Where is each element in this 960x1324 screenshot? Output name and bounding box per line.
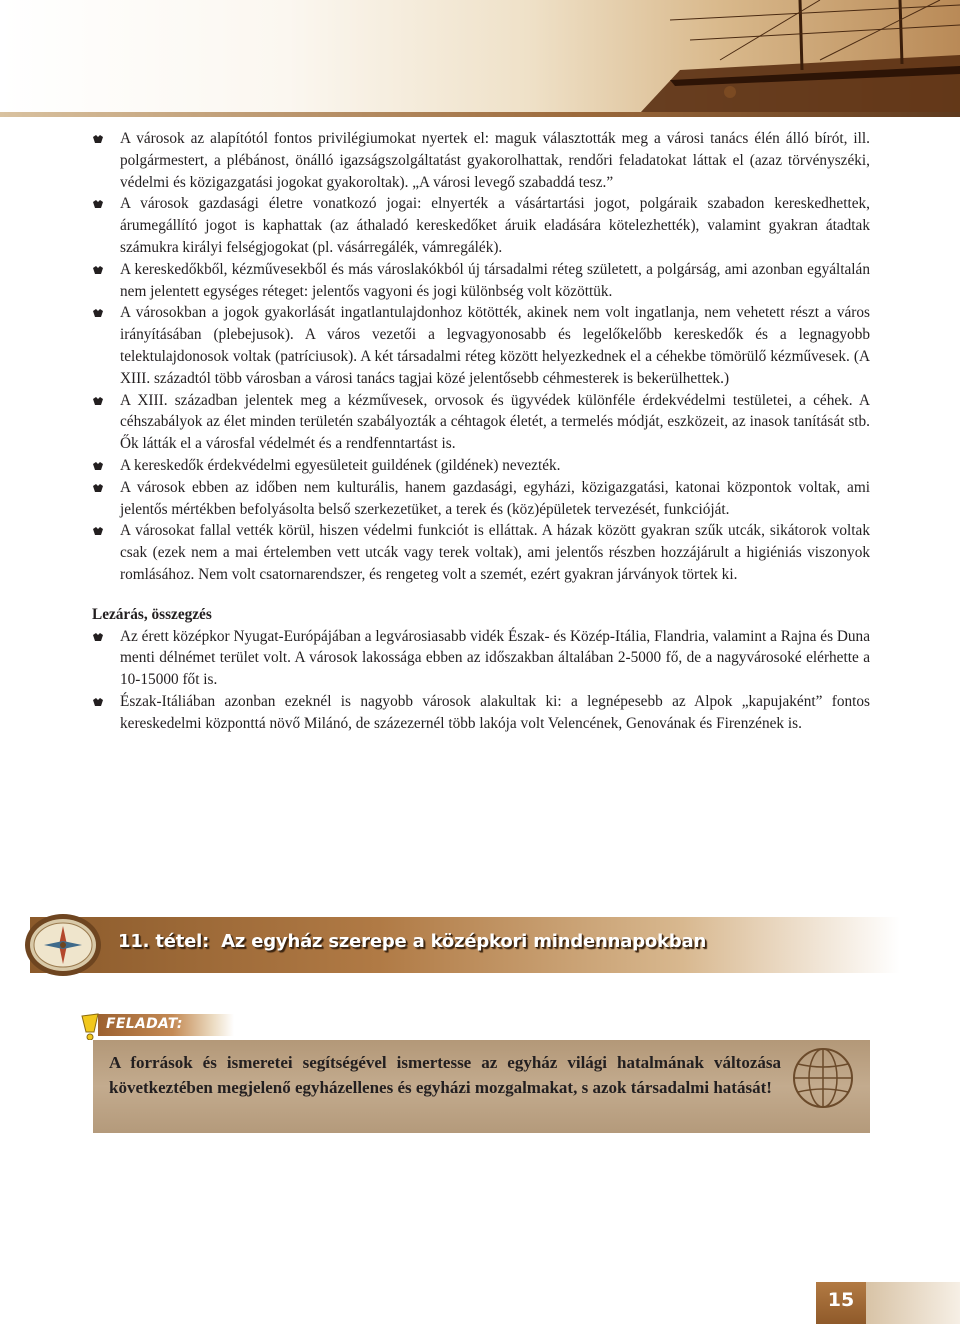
compass-icon (22, 912, 104, 978)
leaf-bullet-icon (92, 632, 104, 642)
list-item (92, 626, 870, 691)
paragraph-text: A városokban a jogok gyakorlását ingatlantulajdonhoz kötötték, akinek nem volt ingatlanja, nem vehetett részt a város irányításában (plebejusok). A város vezetői a legvagyonosabb és legelőkelőbb kereskedők és a legnagyobb telektulajdonosok voltak (patríciusok). A két társadalmi réteg között helyezkednek el a céhekbe tömörülő kézművesek. (A XIII. századtól több városban a városi tanács tagjai közé jelentősebb céhmesterek is bekerülhettek.) (120, 304, 870, 387)
bullet-list-main (92, 128, 870, 586)
paragraph-text: A városok ebben az időben nem kulturális, hanem gazdasági, egyházi, közigazgatási, katonai központok voltak, ami jelentős mértékben befolyásolta belső szerkezetüket, a terek és (köz)épületek tervezését, funkcióját. (120, 478, 870, 518)
list-item (92, 193, 870, 258)
list-item (92, 691, 870, 735)
leaf-bullet-icon (92, 134, 104, 144)
paragraph-text: Az érett középkor Nyugat-Európájában a legvárosiasabb vidék Észak- és Közép-Itália, Flandria, valamint a Rajna és Duna menti délnémet terület volt. A városok lakossága ebben az időszakban általában 2-5000 fő, de a nagyvárosoké elérhette a 10-15000 főt is. (120, 627, 870, 689)
chapter-title-text: Az egyház szerepe a középkori mindennapokban (221, 931, 707, 952)
paragraph-text: Észak-Itáliában azonban ezeknél is nagyobb városok alakultak ki: a legnépesebb az Alpok „kapujaként” fontos kereskedelmi központtá növő Milánó, de százezernél több lakója volt Velencének, Genovának és Firenzének is. (120, 692, 870, 732)
exclamation-icon (78, 1012, 102, 1040)
leaf-bullet-icon (92, 697, 104, 707)
leaf-bullet-icon (92, 526, 104, 536)
paragraph-text: A városokat fallal vették körül, hiszen védelmi funkciót is elláttak. A házak között gyakran szűk utcák, sikátorok voltak csak (ezek nem a mai értelemben vett utcák vagy terek voltak), ami jelentős részben hozzájárult a higiéniás viszonyok romlásához. Nem volt csatornarendszer, és rengeteg volt a szemét, ezért gyakran járványok törtek ki. (120, 522, 870, 583)
page-number: 15 (827, 1289, 855, 1311)
task-text: A források és ismeretei segítségével ismertesse az egyház világi hatalmának változása következtében megjelenő egyházellenes és egyházi mozgalmakat, s azok társadalmi hatását! (109, 1053, 781, 1097)
list-item (92, 455, 870, 477)
list-item (92, 259, 870, 303)
paragraph-text: A XIII. században jelentek meg a kézművesek, orvosok és ügyvédek különféle érdekvédelmi testületei, a céhek. A céhszabályok az élet minden területén szabályozták a céhtagok életét, a termelés módját, eszközeit, az inasok tanítását stb. Ők látták el a városfal védelmét és a rendfenntartást is. (120, 391, 870, 453)
list-item (92, 302, 870, 389)
main-content (92, 128, 870, 735)
list-item (92, 128, 870, 193)
paragraph-text: A kereskedők érdekvédelmi egyesületeit guildének (gildének) nevezték. (120, 456, 561, 474)
chapter-number: 11. tétel: (118, 931, 210, 952)
leaf-bullet-icon (92, 461, 104, 471)
paragraph-text: A városok az alapítótól fontos privilégiumokat nyertek el: maguk választották meg a városi tanács élén álló bírót, ill. polgármestert, a plébánost, önálló igazságszolgáltatást gyakorolhattak, rendőri feladatokat láttak el (azaz törvényszéki, védelmi és közigazgatási jogokat gyakoroltak). „A városi levegő szabaddá tesz.” (120, 130, 870, 191)
chapter-header-bar (0, 917, 960, 973)
paragraph-text: A kereskedőkből, kézművesekből és más városlakókból új társadalmi réteg született, a polgárság, ami azonban egyáltalán nem jelentett egységes réteget: jelentős vagyoni és jogi különbség volt közöttük. (120, 260, 870, 300)
summary-heading: Lezárás, összegzés (92, 605, 212, 623)
list-item (92, 477, 870, 521)
leaf-bullet-icon (92, 199, 104, 209)
list-item (92, 390, 870, 455)
header-banner (0, 0, 960, 113)
header-rule (0, 112, 960, 117)
page-number-fade (866, 1282, 960, 1324)
leaf-bullet-icon (92, 483, 104, 493)
paragraph-text: A városok gazdasági életre vonatkozó jogai: elnyerték a vásártartási jogot, polgáraik szabadon kereskedhettek, árumegállító jogot is kaphattak (az áthaladó kereskedőket áruik eladására kötelezhették), valamint gyakran átadtak számukra királyi felségjogokat (pl. vásárregálék, vámregálék). (120, 195, 870, 256)
task-label: FELADAT: (106, 1016, 183, 1032)
leaf-bullet-icon (92, 265, 104, 275)
sailing-ship-image (520, 0, 960, 113)
bullet-list-summary (92, 626, 870, 735)
list-item (92, 520, 870, 585)
leaf-bullet-icon (92, 396, 104, 406)
leaf-bullet-icon (92, 308, 104, 318)
task-box (93, 1040, 870, 1133)
globe-icon (791, 1046, 855, 1110)
chapter-title (118, 931, 706, 952)
